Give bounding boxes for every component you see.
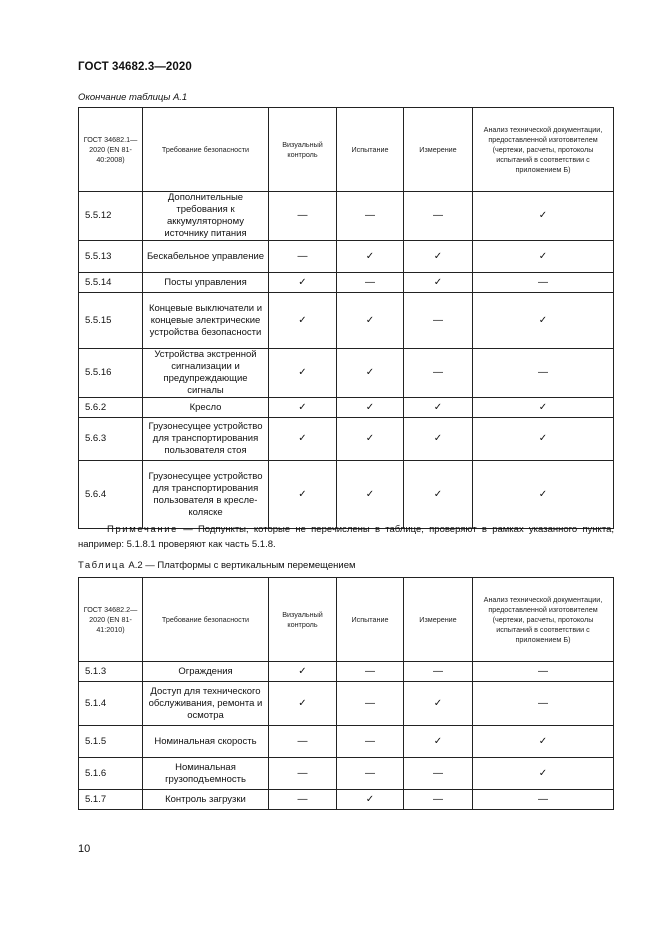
requirement-cell: Устройства экстренной сигнализации и предупреждающие сигналы <box>143 349 269 398</box>
table1-header-visual: Визуальный контроль <box>269 108 337 192</box>
table-row <box>79 418 614 461</box>
test-cell: ✓ <box>337 418 404 461</box>
visual-cell: ✓ <box>269 293 337 349</box>
measurement-cell: ✓ <box>404 726 473 758</box>
measurement-cell: ✓ <box>404 461 473 529</box>
test-cell: — <box>337 192 404 241</box>
requirement-cell: Номинальная грузоподъемность <box>143 758 269 790</box>
clause-cell: 5.1.6 <box>79 758 143 790</box>
table2 <box>78 577 614 810</box>
requirement-cell: Грузонесущее устройство для транспортирования пользователя в кресле-коляске <box>143 461 269 529</box>
measurement-cell: ✓ <box>404 398 473 418</box>
measurement-cell: — <box>404 192 473 241</box>
table-row <box>79 273 614 293</box>
analysis-cell: ✓ <box>473 398 614 418</box>
clause-cell: 5.5.13 <box>79 241 143 273</box>
test-cell: ✓ <box>337 790 404 810</box>
analysis-cell: — <box>473 273 614 293</box>
table1-caption: Окончание таблицы А.1 <box>78 92 188 103</box>
clause-cell: 5.1.3 <box>79 662 143 682</box>
table-row <box>79 758 614 790</box>
table-row <box>79 241 614 273</box>
requirement-cell: Грузонесущее устройство для транспортирования пользователя стоя <box>143 418 269 461</box>
analysis-cell: ✓ <box>473 241 614 273</box>
table2-header-analysis: Анализ технической документации, предоставленной изготовителем (чертежи, расчеты, протоколы испытаний в соответствии с приложением Б) <box>473 578 614 662</box>
requirement-cell: Бескабельное управление <box>143 241 269 273</box>
analysis-cell: — <box>473 662 614 682</box>
note-text: — Подпункты, которые не перечислены в таблице, проверяют в рамках указанного пункта, например: 5.1.8.1 проверяют как часть 5.1.8. <box>78 524 614 550</box>
requirement-cell: Номинальная скорость <box>143 726 269 758</box>
visual-cell: — <box>269 192 337 241</box>
visual-cell: ✓ <box>269 418 337 461</box>
test-cell: ✓ <box>337 398 404 418</box>
analysis-cell: ✓ <box>473 726 614 758</box>
measurement-cell: ✓ <box>404 682 473 726</box>
table-note <box>78 522 614 552</box>
test-cell: — <box>337 726 404 758</box>
table-row <box>79 192 614 241</box>
analysis-cell: — <box>473 349 614 398</box>
requirement-cell: Ограждения <box>143 662 269 682</box>
clause-cell: 5.5.14 <box>79 273 143 293</box>
clause-cell: 5.1.5 <box>79 726 143 758</box>
requirement-cell: Концевые выключатели и концевые электрические устройства безопасности <box>143 293 269 349</box>
visual-cell: — <box>269 241 337 273</box>
document-header: ГОСТ 34682.3—2020 <box>78 61 192 73</box>
table1-header-standard: ГОСТ 34682.1— 2020 (EN 81- 40:2008) <box>79 108 143 192</box>
visual-cell: — <box>269 726 337 758</box>
page-number: 10 <box>78 843 91 855</box>
clause-cell: 5.5.12 <box>79 192 143 241</box>
measurement-cell: — <box>404 790 473 810</box>
note-label: Примечание <box>107 524 178 535</box>
table2-header-row <box>79 578 614 662</box>
analysis-cell: — <box>473 790 614 810</box>
table2-caption-label: Таблица <box>78 560 126 571</box>
clause-cell: 5.1.4 <box>79 682 143 726</box>
table2-header-requirement: Требование безопасности <box>143 578 269 662</box>
analysis-cell: ✓ <box>473 293 614 349</box>
clause-cell: 5.6.2 <box>79 398 143 418</box>
measurement-cell: ✓ <box>404 273 473 293</box>
table2-caption-text: А.2 — Платформы с вертикальным перемещением <box>125 560 356 571</box>
test-cell: ✓ <box>337 461 404 529</box>
requirement-cell: Контроль загрузки <box>143 790 269 810</box>
measurement-cell: — <box>404 349 473 398</box>
table2-header-standard: ГОСТ 34682.2— 2020 (EN 81- 41:2010) <box>79 578 143 662</box>
measurement-cell: — <box>404 293 473 349</box>
analysis-cell: ✓ <box>473 461 614 529</box>
table-row <box>79 349 614 398</box>
test-cell: ✓ <box>337 241 404 273</box>
table2-caption <box>78 560 356 571</box>
requirement-cell: Дополнительные требования к аккумуляторному источнику питания <box>143 192 269 241</box>
measurement-cell: ✓ <box>404 418 473 461</box>
table-row <box>79 726 614 758</box>
test-cell: — <box>337 662 404 682</box>
clause-cell: 5.6.4 <box>79 461 143 529</box>
clause-cell: 5.5.15 <box>79 293 143 349</box>
visual-cell: ✓ <box>269 662 337 682</box>
analysis-cell: ✓ <box>473 192 614 241</box>
visual-cell: — <box>269 758 337 790</box>
test-cell: ✓ <box>337 349 404 398</box>
table1-header-analysis: Анализ технической документации, предоставленной изготовителем (чертежи, расчеты, протоколы испытаний в соответствии с приложением Б) <box>473 108 614 192</box>
test-cell: — <box>337 273 404 293</box>
table2-header-visual: Визуальный контроль <box>269 578 337 662</box>
clause-cell: 5.1.7 <box>79 790 143 810</box>
visual-cell: — <box>269 790 337 810</box>
analysis-cell: ✓ <box>473 418 614 461</box>
test-cell: — <box>337 682 404 726</box>
requirement-cell: Доступ для технического обслуживания, ремонта и осмотра <box>143 682 269 726</box>
visual-cell: ✓ <box>269 273 337 293</box>
measurement-cell: ✓ <box>404 241 473 273</box>
table-row <box>79 398 614 418</box>
table-row <box>79 293 614 349</box>
requirement-cell: Посты управления <box>143 273 269 293</box>
test-cell: — <box>337 758 404 790</box>
table-row <box>79 790 614 810</box>
requirement-cell: Кресло <box>143 398 269 418</box>
table2-header-measurement: Измерение <box>404 578 473 662</box>
table1-header-measurement: Измерение <box>404 108 473 192</box>
clause-cell: 5.5.16 <box>79 349 143 398</box>
measurement-cell: — <box>404 662 473 682</box>
table1-header-requirement: Требование безопасности <box>143 108 269 192</box>
table-row <box>79 461 614 529</box>
table1-header-row <box>79 108 614 192</box>
table1-header-test: Испытание <box>337 108 404 192</box>
visual-cell: ✓ <box>269 461 337 529</box>
clause-cell: 5.6.3 <box>79 418 143 461</box>
table-row <box>79 662 614 682</box>
table2-header-test: Испытание <box>337 578 404 662</box>
visual-cell: ✓ <box>269 398 337 418</box>
table-row <box>79 682 614 726</box>
table1 <box>78 107 614 529</box>
visual-cell: ✓ <box>269 349 337 398</box>
measurement-cell: — <box>404 758 473 790</box>
analysis-cell: — <box>473 682 614 726</box>
test-cell: ✓ <box>337 293 404 349</box>
analysis-cell: ✓ <box>473 758 614 790</box>
visual-cell: ✓ <box>269 682 337 726</box>
